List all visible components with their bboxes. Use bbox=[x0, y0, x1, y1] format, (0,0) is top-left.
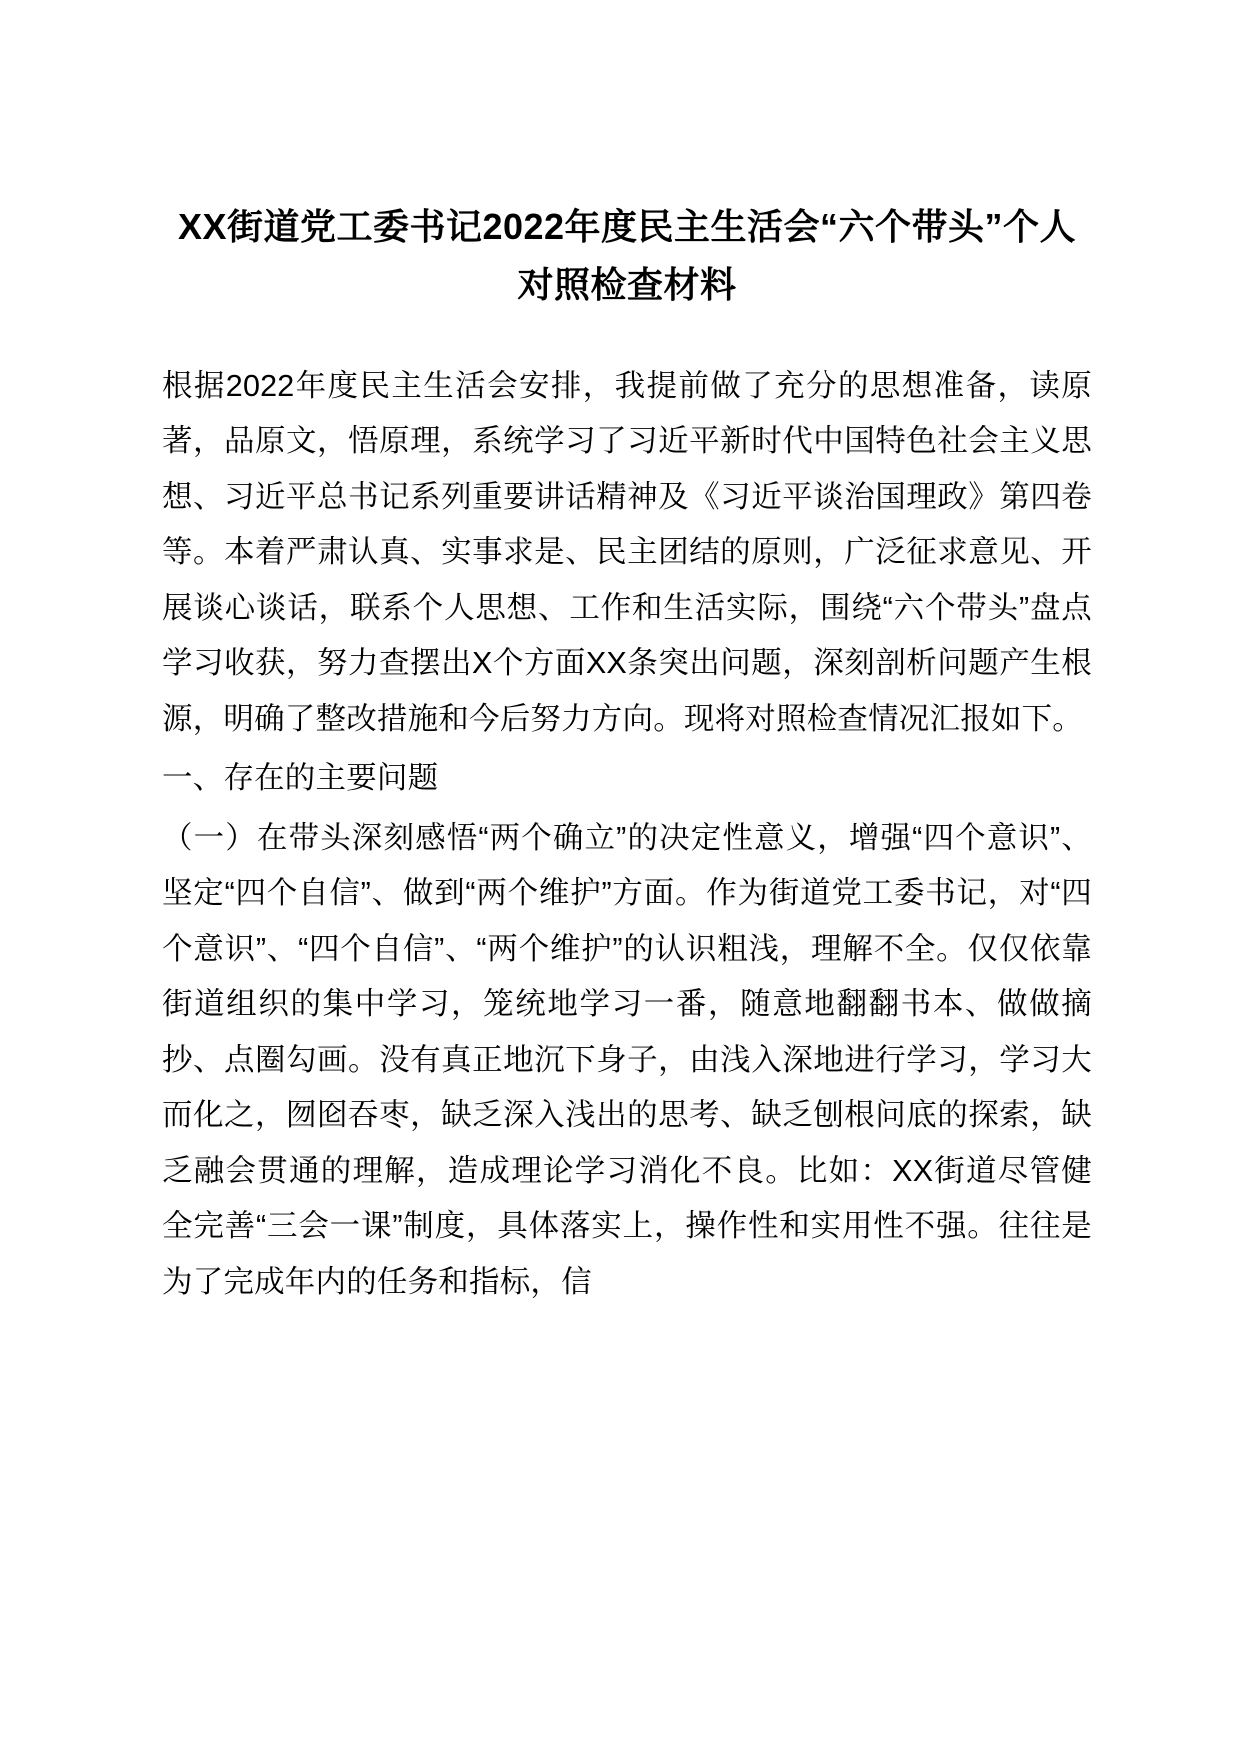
document-title-line-2: 对照检查材料 bbox=[517, 264, 737, 306]
document-title bbox=[162, 0, 1092, 315]
paragraph-intro: 根据2022年度民主生活会安排，我提前做了充分的思想准备，读原著，品原文，悟原理，系统学习了习近平新时代中国特色社会主义思想、习近平总书记系列重要讲话精神及《习近平谈治国理政》第四卷等。本着严肃认真、实事求是、民主团结的原则，广泛征求意见、开展谈心谈话，联系个人思想、工作和生活实际，围绕“六个带头”盘点学习收获，努力查摆出X个方面XX条突出问题，深刻剖析问题产生根源，明确了整改措施和今后努力方向。现将对照检查情况汇报如下。 bbox=[162, 368, 1092, 736]
document-body bbox=[162, 315, 1092, 1311]
document-content bbox=[162, 0, 1092, 1310]
paragraph-subsection-one: （一）在带头深刻感悟“两个确立”的决定性意义，增强“四个意识”、坚定“四个自信”、做到“两个维护”方面。作为街道党工委书记，对“四个意识”、“四个自信”、“两个维护”的认识粗浅，理解不全。仅仅依靠街道组织的集中学习，笼统地学习一番，随意地翻翻书本、做做摘抄、点圈勾画。没有真正地沉下身子，由浅入深地进行学习，学习大而化之，囫囵吞枣，缺乏深入浅出的思考、缺乏刨根问底的探索，缺乏融会贯通的理解，造成理论学习消化不良。比如：XX街道尽管健全完善“三会一课”制度，具体落实上，操作性和实用性不强。往往是为了完成年内的任务和指标，信 bbox=[162, 820, 1092, 1299]
section-heading-main-problems: 一、存在的主要问题 bbox=[162, 761, 439, 796]
document-title-line-1: XX街道党工委书记2022年度民主生活会“六个带头”个人 bbox=[177, 206, 1077, 247]
